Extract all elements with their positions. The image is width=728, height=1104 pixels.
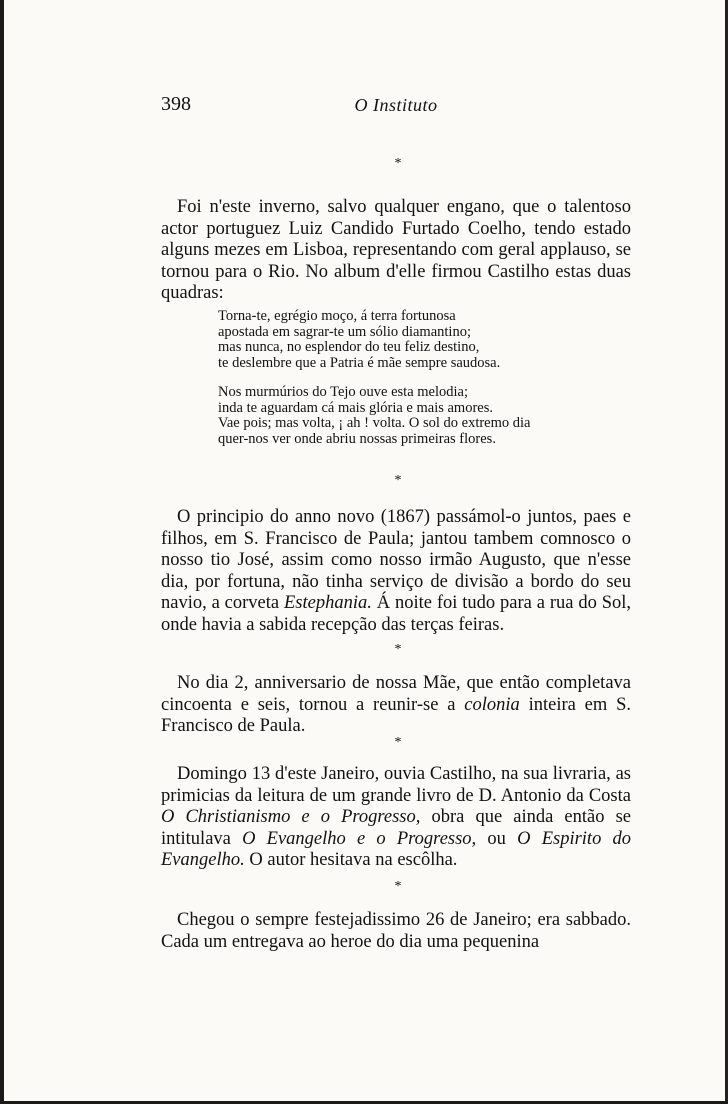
paragraph-text: Foi n'este inverno, salvo qualquer engano, que o talentoso actor portuguez Luiz Candido Furtado Coelho, tendo estado alguns mezes em Lisboa, representando com geral applauso, se tornou para o Rio. No album d'elle firmou Castilho estas duas quadras:: [161, 197, 631, 304]
verse-stanza-1: [218, 309, 598, 371]
paragraph-new-year: [161, 507, 631, 637]
page-number: 398: [161, 93, 191, 115]
verse-line: Vae pois; mas volta, ¡ ah ! volta. O sol do extremo dia: [218, 415, 531, 431]
scan-edge-left: [0, 0, 4, 1104]
paragraph-text: O principio do anno novo (1867) passámol-o juntos, paes e filhos, em S. Francisco de Paula; jantou tambem comnosco o nosso tio José, assim como nosso irmão Augusto, que n'esse dia, por fortuna, não tinha serviço de divisão a bordo do seu navio, a corveta: [161, 507, 631, 614]
page-header: [161, 93, 631, 119]
paragraph-text: inteira em S. Francisco de Paula.: [161, 694, 632, 737]
verse-line: Torna-te, egrégio moço, á terra fortunosa: [218, 308, 456, 324]
paragraph-reading: [161, 764, 631, 872]
running-title: O Instituto: [354, 95, 438, 115]
paragraph-castilho-album: [161, 197, 631, 305]
emphasis: colonia: [464, 694, 520, 715]
section-separator: *: [394, 879, 402, 894]
paragraph-text: No dia 2, anniversario de nossa Mãe, que então completava cincoenta e seis, tornou a reunir-se a: [161, 673, 631, 715]
section-separator: *: [394, 473, 402, 488]
verse-line: inda te aguardam cá mais glória e mais amores.: [218, 399, 493, 416]
book-title: O Christianismo e o Progresso,: [161, 807, 421, 828]
paragraph-text: ou: [487, 828, 506, 849]
verse-line: quer-nos ver onde abriu nossas primeiras flores.: [218, 430, 496, 447]
verse-stanza-2: [218, 385, 598, 447]
paragraph-birthday: [161, 910, 631, 953]
book-title: O Espirito do Evangelho.: [161, 828, 632, 871]
book-title: O Evangelho e o Progresso,: [242, 828, 477, 849]
verse-line: Nos murmúrios do Tejo ouve esta melodia;: [218, 384, 469, 400]
paragraph-text: Domingo 13 d'este Janeiro, ouvia Castilho, na sua livraria, as primicias da leitura de um grande livro de D. Antonio da Costa: [161, 764, 631, 806]
verse-line: apostada em sagrar-te um sólio diamantino;: [218, 323, 471, 340]
verse-line: mas nunca, no esplendor do teu feliz destino,: [218, 339, 480, 355]
paragraph-anniversary: [161, 673, 631, 738]
paragraph-text: O autor hesitava na escôlha.: [249, 850, 458, 871]
verse-line: te deslembre que a Patria é mãe sempre saudosa.: [218, 354, 501, 371]
paragraph-text: Chegou o sempre festejadissimo 26 de Janeiro; era sabbado. Cada um entregava ao heroe do dia uma pequenina: [161, 910, 631, 952]
ship-name: Estephania.: [284, 593, 372, 614]
paragraph-text: Á noite foi tudo para a rua do Sol, onde havia a sabida recepção das terças feiras.: [161, 593, 632, 635]
section-separator: *: [394, 156, 402, 171]
section-separator: *: [394, 735, 402, 750]
paragraph-text: obra que ainda então se intitulava: [161, 807, 632, 849]
section-separator: *: [394, 642, 402, 657]
